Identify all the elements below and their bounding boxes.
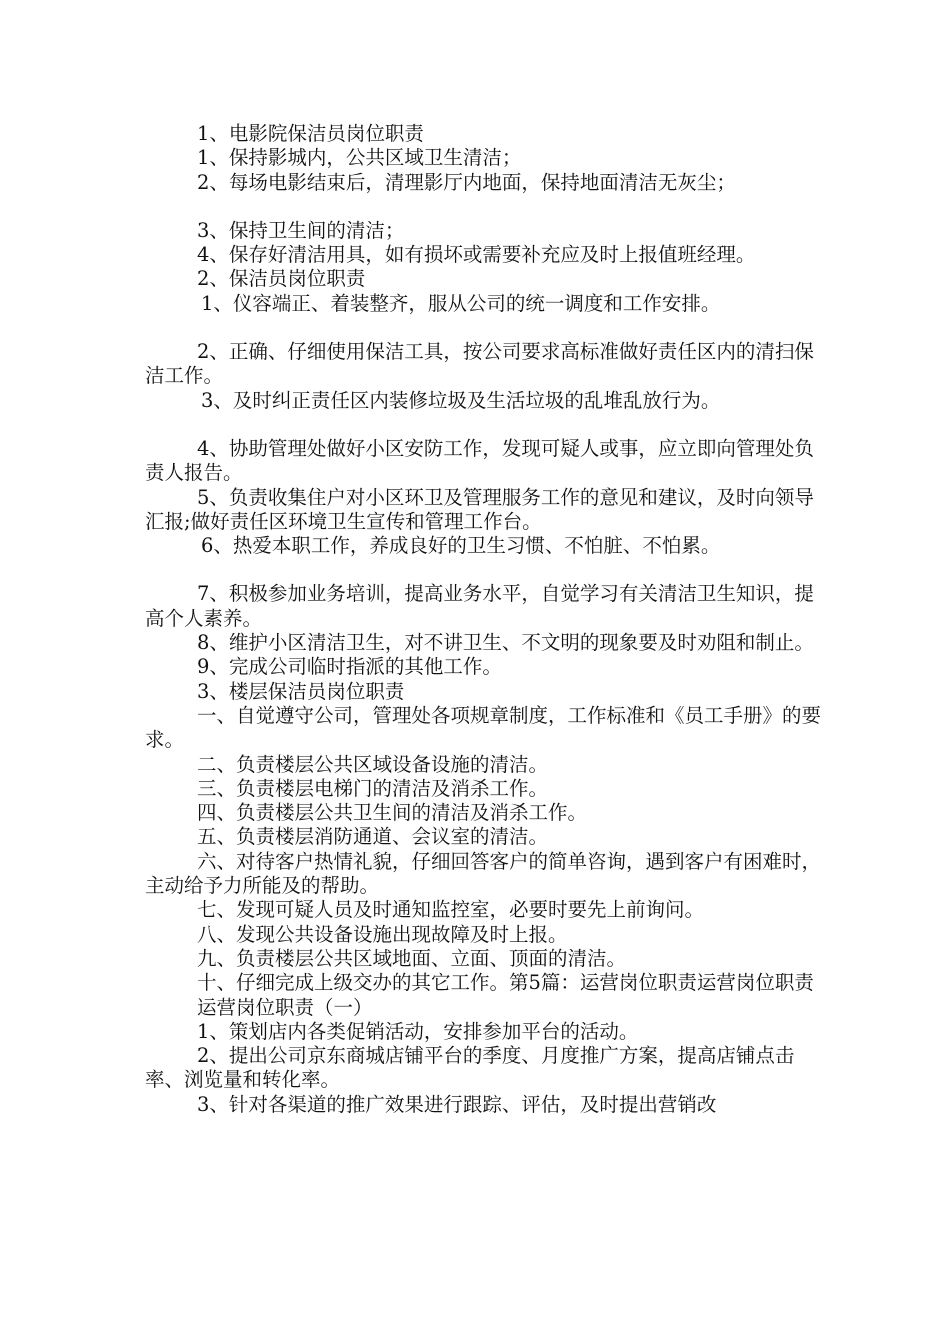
paragraph: 4、保存好清洁用具，如有损坏或需要补充应及时上报值班经理。: [197, 243, 756, 267]
paragraph: 3、及时纠正责任区内装修垃圾及生活垃圾的乱堆乱放行为。: [201, 388, 721, 412]
paragraph: 1、策划店内各类促销活动，安排参加平台的活动。: [197, 1019, 639, 1043]
paragraph: 6、热爱本职工作，养成良好的卫生习惯、不怕脏、不怕累。: [201, 534, 721, 558]
section-heading-operations-1: 运营岗位职责（一）: [197, 995, 373, 1019]
paragraph: 2、每场电影结束后，清理影厅内地面，保持地面清洁无灰尘；: [197, 170, 736, 194]
paragraph: 八、发现公共设备设施出现故障及时上报。: [197, 922, 568, 946]
paragraph: 五、负责楼层消防通道、会议室的清洁。: [197, 825, 549, 849]
paragraph: 二、负责楼层公共区域设备设施的清洁。: [197, 752, 549, 776]
paragraph: 1、保持影城内，公共区域卫生清洁；: [197, 146, 522, 170]
paragraph: 3、保持卫生间的清洁；: [197, 218, 405, 242]
paragraph: 一、自觉遵守公司，管理处各项规章制度，工作标准和《员工手册》的要求。: [145, 703, 822, 752]
section-heading-floor-cleaner: 3、楼层保洁员岗位职责: [197, 679, 405, 703]
paragraph: 8、维护小区清洁卫生，对不讲卫生、不文明的现象要及时劝阻和制止。: [197, 631, 814, 655]
paragraph: 3、针对各渠道的推广效果进行跟踪、评估，及时提出营销改: [197, 1092, 717, 1116]
section-heading-cleaner: 2、保洁员岗位职责: [197, 267, 366, 291]
paragraph: 四、负责楼层公共卫生间的清洁及消杀工作。: [197, 801, 588, 825]
paragraph: 4、协助管理处做好小区安防工作，发现可疑人或事，应立即向管理处负责人报告。: [145, 436, 814, 485]
paragraph: 十、仔细完成上级交办的其它工作。第5篇：运营岗位职责运营岗位职责: [197, 971, 814, 995]
paragraph: 2、提出公司京东商城店铺平台的季度、月度推广方案，提高店铺点击率、浏览量和转化率。: [145, 1044, 795, 1092]
document-body: [145, 122, 825, 1117]
section-heading-cinema-cleaner: 1、电影院保洁员岗位职责: [197, 122, 424, 145]
paragraph: 5、负责收集住户对小区环卫及管理服务工作的意见和建议，及时向领导汇报;做好责任区环境卫生宣传和管理工作台。: [145, 485, 814, 533]
paragraph: 1、仪容端正、着装整齐，服从公司的统一调度和工作安排。: [201, 291, 721, 315]
paragraph: 9、完成公司临时指派的其他工作。: [197, 655, 502, 679]
paragraph: 2、正确、仔细使用保洁工具，按公司要求高标准做好责任区内的清扫保洁工作。: [145, 340, 814, 388]
paragraph: 六、对待客户热情礼貌，仔细回答客户的简单咨询，遇到客户有困难时，主动给予力所能及的帮助。: [145, 849, 822, 898]
paragraph: 7、积极参加业务培训，提高业务水平，自觉学习有关清洁卫生知识，提高个人素养。: [145, 582, 814, 630]
paragraph: 三、负责楼层电梯门的清洁及消杀工作。: [197, 776, 549, 800]
paragraph: 九、负责楼层公共区域地面、立面、顶面的清洁。: [197, 946, 627, 970]
paragraph: 七、发现可疑人员及时通知监控室，必要时要先上前询问。: [197, 898, 705, 922]
